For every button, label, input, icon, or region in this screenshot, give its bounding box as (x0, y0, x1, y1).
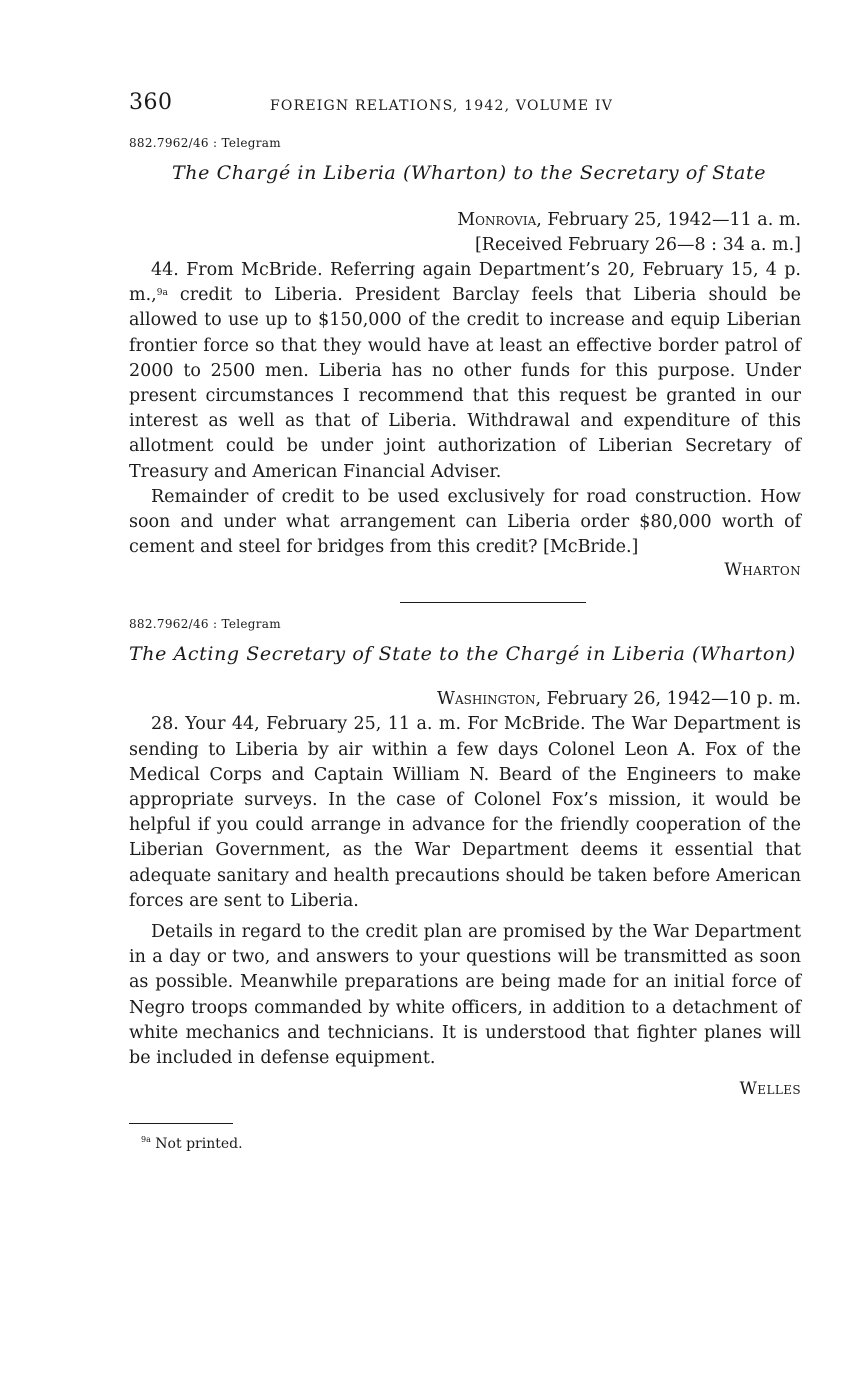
document-page (129, 88, 801, 1152)
footnote-text: Not printed. (150, 1136, 243, 1153)
dateline-date: , February 26, 1942—10 p. m. (535, 689, 801, 710)
body-paragraph: 28. Your 44, February 25, 11 a. m. For McBride. The War Department is sending to Liberia by air within a few days Colonel Leon A. Fox of the Medical Corps and Captain William N. Beard of the Engineers to make appropriate surveys. In the case of Colonel Fox’s mission, it would be helpful if you could arrange in advance for the friendly cooperation of the Liberian Government, as the War Department deems it essential that adequate sanitary and health precautions should be taken before American forces are sent to Liberia. (129, 714, 801, 911)
telegram-title: The Chargé in Liberia (Wharton) to the Secretary of State (172, 162, 767, 184)
running-head: FOREIGN RELATIONS, 1942, VOLUME IV (270, 98, 614, 114)
file-reference: 882.7962/46 : Telegram (129, 617, 281, 632)
telegram-1 (129, 136, 801, 580)
footnote (129, 1136, 801, 1152)
signature: Wharton (724, 560, 801, 581)
body-paragraph (129, 258, 801, 485)
dateline (129, 208, 801, 233)
telegram-2 (129, 617, 801, 1099)
received-line: [Received February 26—8 : 34 a. m.] (474, 235, 801, 255)
footnote-reference: 9a (156, 288, 168, 299)
page-number: 360 (129, 90, 173, 115)
section-divider (400, 602, 586, 603)
page-header (129, 88, 801, 128)
telegram-title: The Acting Secretary of State to the Chargé in Liberia (Wharton) (129, 643, 796, 666)
body-paragraph: Details in regard to the credit plan are promised by the War Department in a day or two, and answers to your questions will be transmitted as soon as possible. Meanwhile preparations are being made for an initial force of Negro troops commanded by white officers, in addition to a detachment of white mechanics and technicians. It is understood that fighter planes will be included in defense equipment. (129, 922, 801, 1069)
paragraph-text: 44. From McBride. Referring again Department’s 20, February 15, 4 p. m., (129, 260, 801, 306)
dateline (129, 687, 801, 712)
dateline-date: , February 25, 1942—11 a. m. (536, 210, 801, 230)
footnote-divider (129, 1123, 233, 1124)
dateline-place: Washington (436, 689, 536, 710)
signature: Welles (739, 1079, 801, 1100)
dateline-place: Monrovia (457, 210, 537, 230)
footnote-marker: 9a (141, 1135, 151, 1145)
paragraph-text: credit to Liberia. President Barclay feels that Liberia should be allowed to use up to $150,000 of the credit to increase and equip Liberian frontier force so that they would have at least an effective border patrol of 2000 to 2500 men. Liberia has no other funds for this purpose. Under present circumstances I recommend that this request be granted in our interest as well as that of Liberia. Withdrawal and expenditure of this allotment could be under joint authorization of Liberian Secretary of Treasury and American Financial Adviser. (129, 285, 801, 482)
body-paragraph: Remainder of credit to be used exclusively for road construction. How soon and under what arrangement can Liberia order $80,000 worth of cement and steel for bridges from this credit? [McBride.] (129, 486, 801, 558)
file-reference: 882.7962/46 : Telegram (129, 136, 281, 150)
